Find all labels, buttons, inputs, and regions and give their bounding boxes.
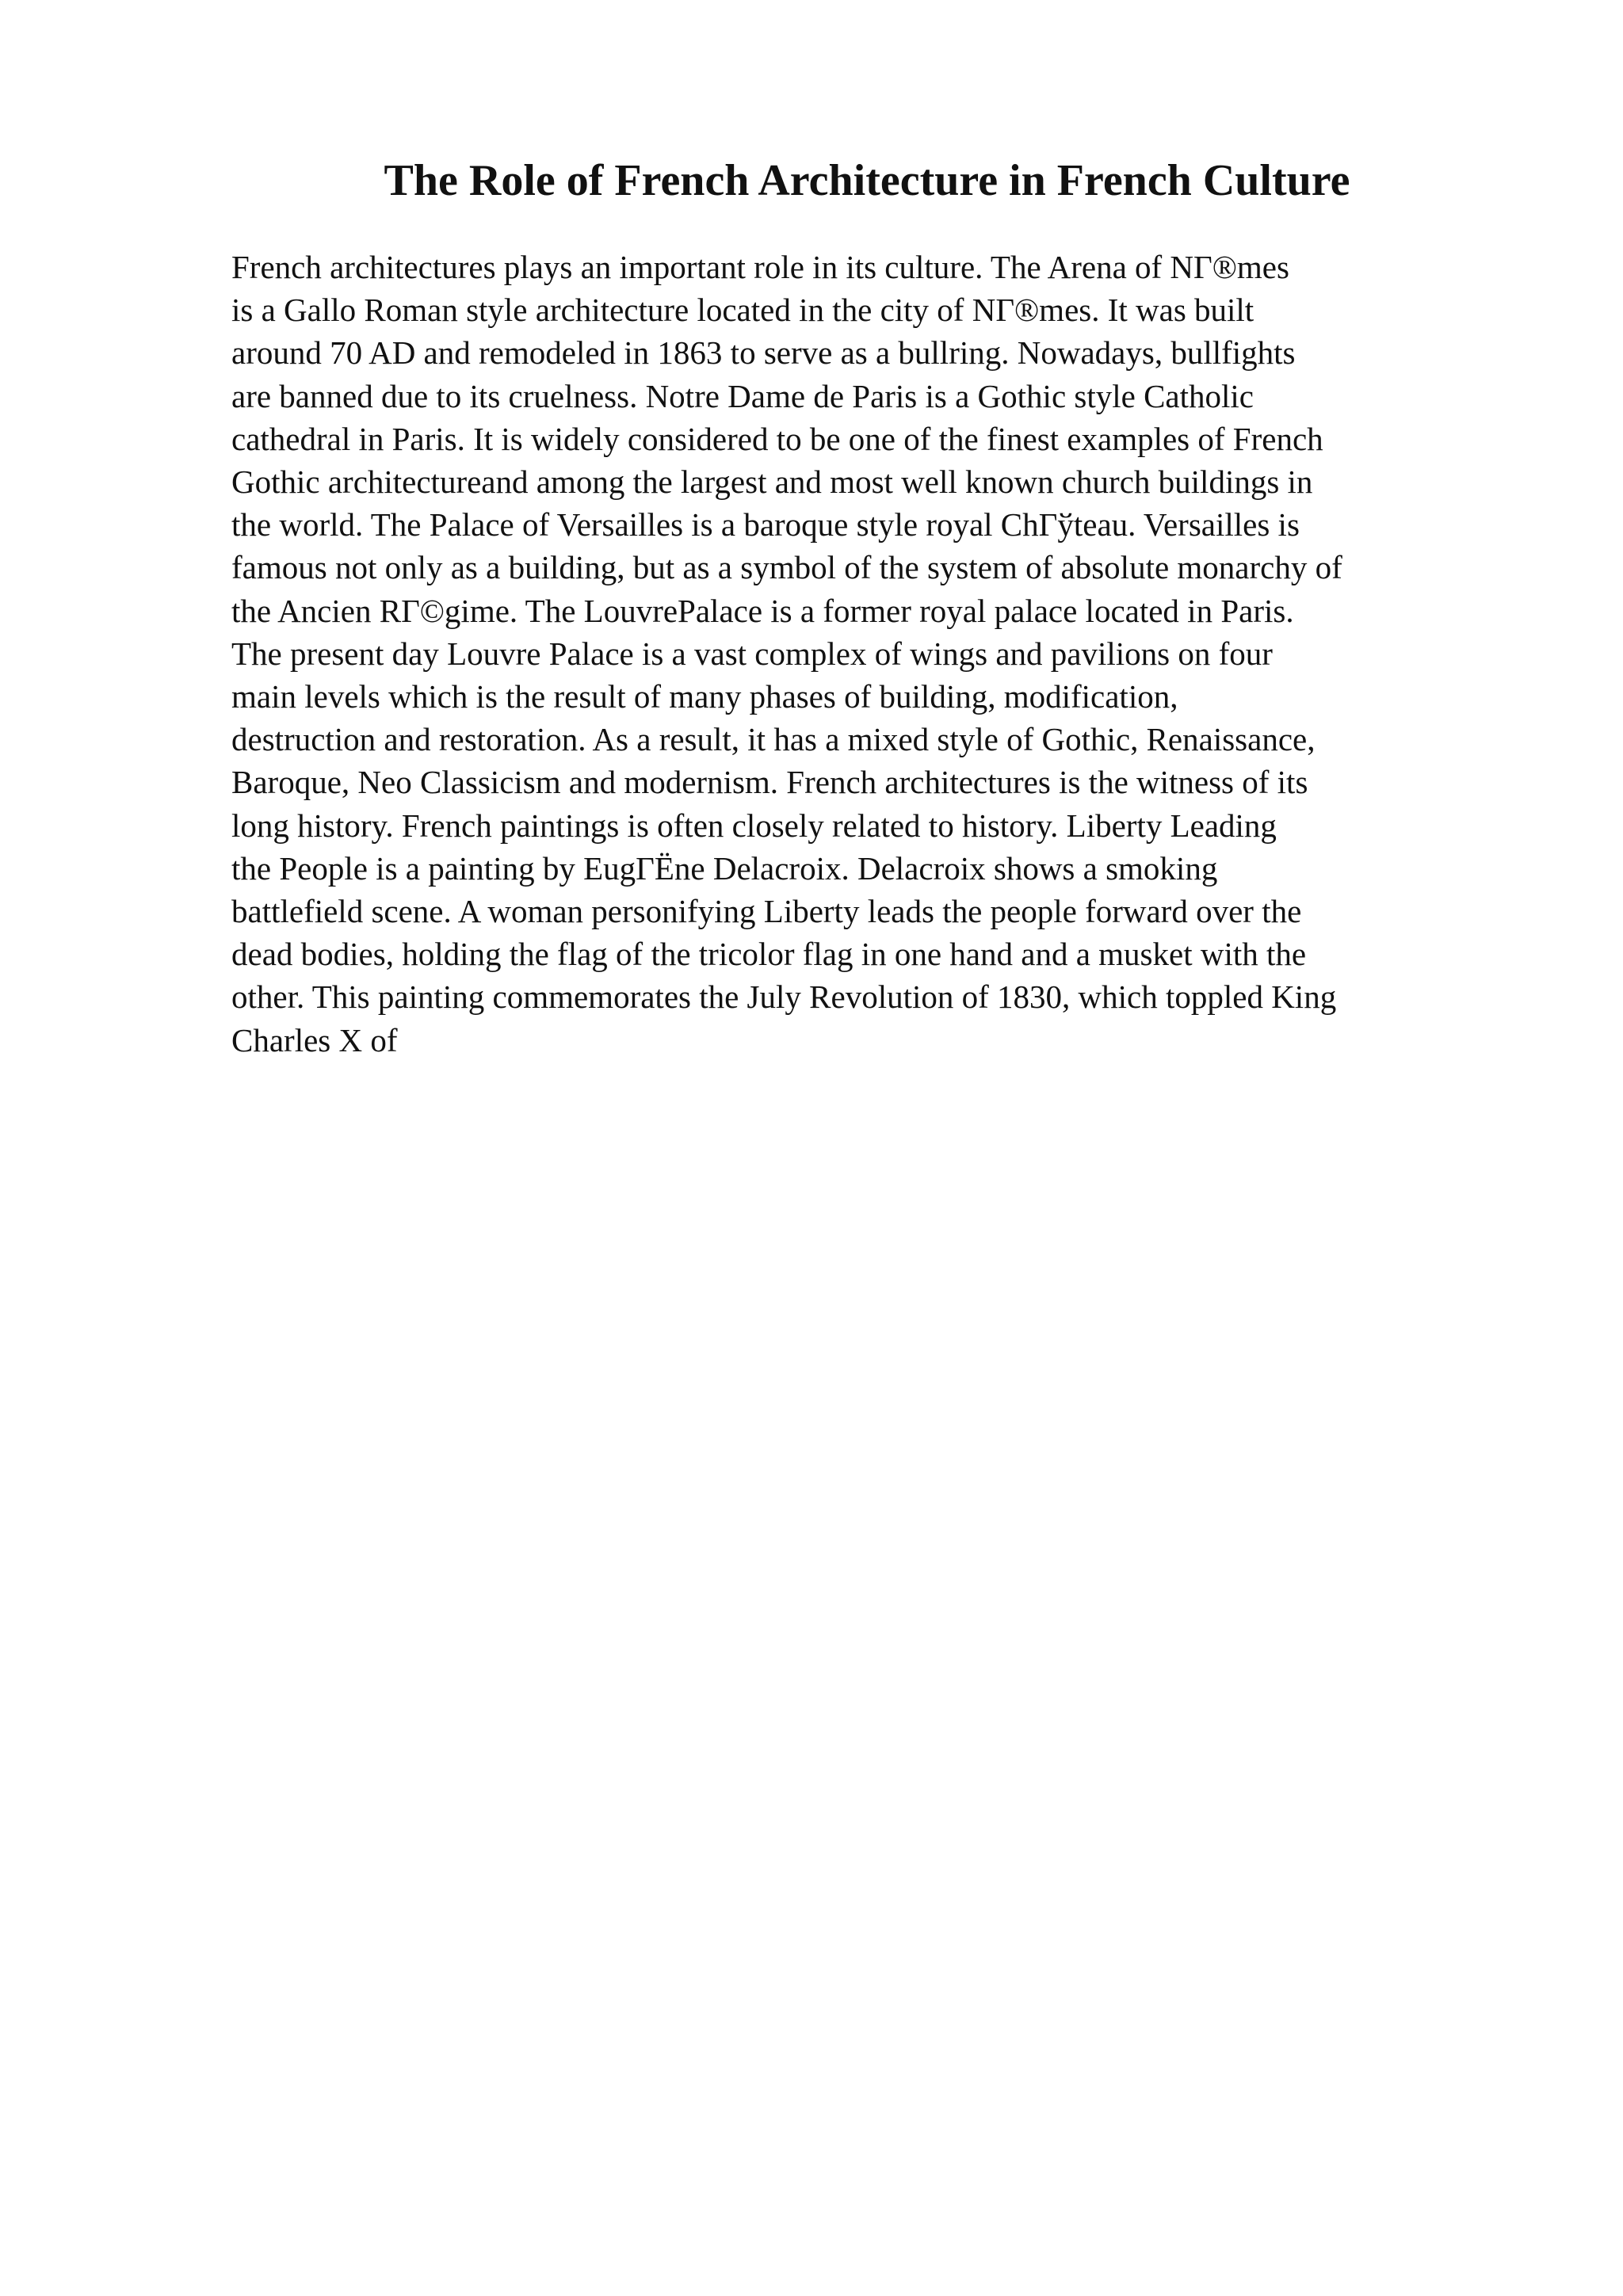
body-line-14: long history. French paintings is often closely related to history. Liberty Leading: [231, 807, 1277, 844]
body-line-19: Charles X of: [231, 1021, 398, 1058]
body-line-8: famous not only as a building, but as a symbol of the system of absolute monarchy of: [231, 549, 1342, 586]
body-line-7: the world. The Palace of Versailles is a baroque style royal ChΓўteau. Versailles is: [231, 506, 1300, 543]
body-line-2: is a Gallo Roman style architecture located in the city of NΓ®mes. It was built: [231, 292, 1254, 329]
body-line-10: The present day Louvre Palace is a vast complex of wings and pavilions on four: [231, 635, 1273, 672]
body-line-15: the People is a painting by EugΓËne Delacroix. Delacroix shows a smoking: [231, 849, 1218, 887]
body-line-16: battlefield scene. A woman personifying Liberty leads the people forward over the: [231, 893, 1302, 930]
body-line-6: Gothic architectureand among the largest and most well known church buildings in: [231, 463, 1313, 501]
body-line-17: dead bodies, holding the flag of the tricolor flag in one hand and a musket with the: [231, 936, 1307, 973]
body-line-13: Baroque, Neo Classicism and modernism. French architectures is the witness of its: [231, 764, 1308, 801]
body-line-9: the Ancien RΓ©gime. The LouvrePalace is a former royal palace located in Paris.: [231, 592, 1294, 629]
document-title: The Role of French Architecture in French Culture: [384, 156, 1350, 205]
body-line-3: around 70 AD and remodeled in 1863 to serve as a bullring. Nowadays, bullfights: [231, 334, 1296, 372]
body-line-1: French architectures plays an important role in its culture. The Arena of NΓ®mes: [231, 249, 1289, 285]
body-line-4: are banned due to its cruelness. Notre Dame de Paris is a Gothic style Catholic: [231, 377, 1254, 414]
body-line-5: cathedral in Paris. It is widely considered to be one of the finest examples of French: [231, 420, 1323, 457]
body-line-12: destruction and restoration. As a result, it has a mixed style of Gothic, Renaissance,: [231, 721, 1316, 758]
body-line-11: main levels which is the result of many phases of building, modification,: [231, 678, 1178, 715]
body-line-18: other. This painting commemorates the July Revolution of 1830, which toppled King: [231, 978, 1337, 1016]
document-body: [231, 246, 1579, 1062]
